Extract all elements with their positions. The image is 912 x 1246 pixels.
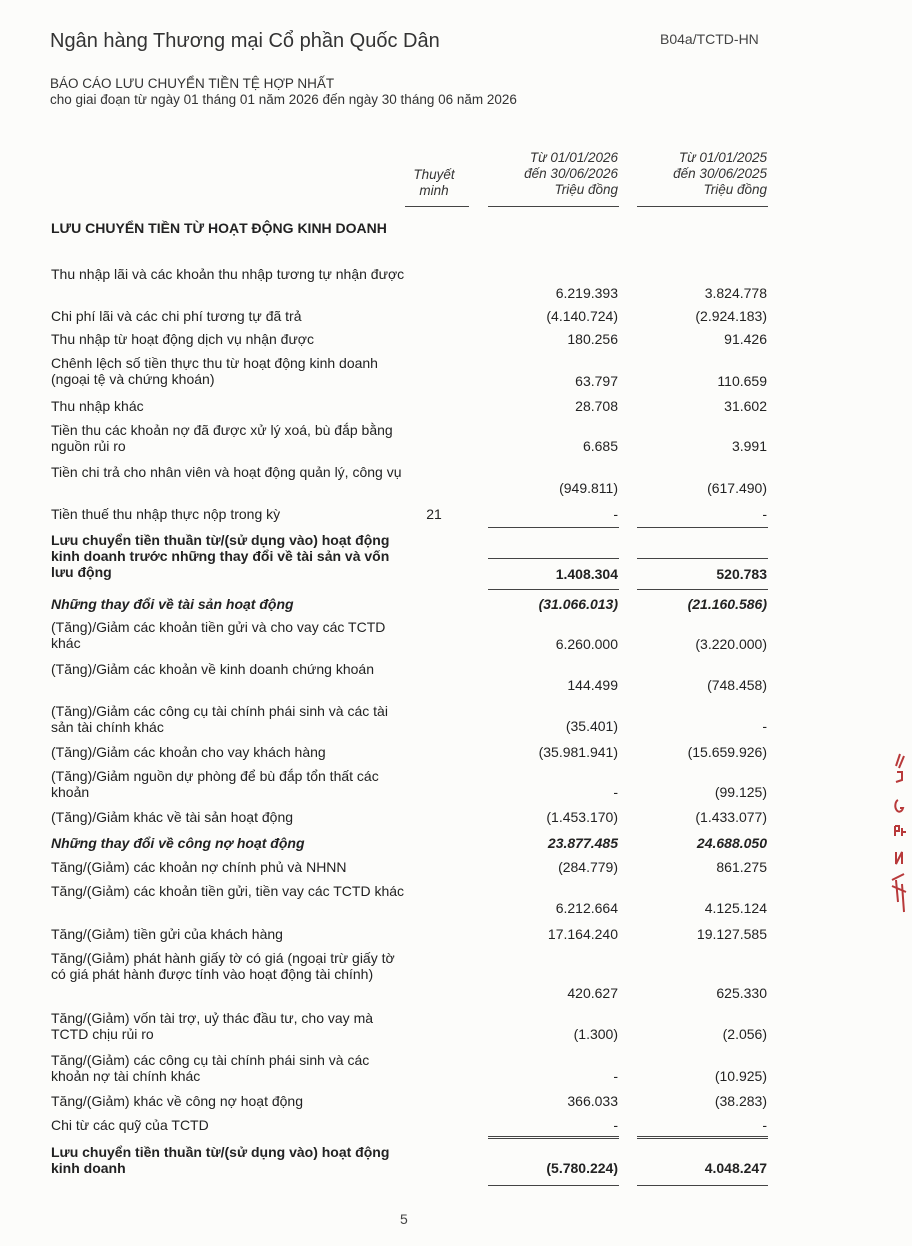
value-2026: 28.708 [575, 398, 618, 414]
col2025-line1: Từ 01/01/2025 [678, 150, 767, 165]
value-2025: 24.688.050 [696, 835, 767, 851]
value-2025: 91.426 [724, 331, 767, 347]
total-underline-2026 [488, 1138, 619, 1139]
table-row [0, 835, 912, 851]
row-label: Thu nhập lãi và các khoản thu nhập tương tự nhận được [51, 266, 405, 282]
row-label: Những thay đổi về công nợ hoạt động [51, 835, 305, 851]
row-label: Lưu chuyển tiền thuần từ/(sử dụng vào) hoạt động kinh doanh [51, 1144, 390, 1176]
value-2026: - [613, 1117, 618, 1133]
value-2025: (3.220.000) [695, 636, 767, 652]
value-2025: (2.924.183) [695, 308, 767, 324]
total-underline-2025 [637, 527, 768, 528]
subtotal-overline-2025 [637, 558, 768, 559]
table-row [0, 532, 912, 584]
row-note: 21 [426, 506, 442, 522]
total-overline-2025 [637, 1136, 768, 1137]
value-2025: (748.458) [707, 677, 767, 693]
row-label: Những thay đổi về tài sản hoạt động [51, 596, 294, 612]
value-2026: - [613, 1068, 618, 1084]
table-row [0, 926, 912, 942]
table-row [0, 266, 912, 302]
col2025-header-underline [637, 206, 768, 207]
value-2026: 6.212.664 [555, 900, 618, 916]
value-2025: 625.330 [716, 985, 767, 1001]
total-underline-2025 [637, 1185, 768, 1186]
row-label: Lưu chuyển tiền thuần từ/(sử dụng vào) hoạt động kinh doanh trước những thay đổi về tài sản và vốn lưu động [51, 532, 390, 580]
table-row [0, 1144, 912, 1180]
row-label: Tiền thuế thu nhập thực nộp trong kỳ [51, 506, 281, 522]
page-number: 5 [400, 1211, 408, 1227]
bank-name: Ngân hàng Thương mại Cổ phần Quốc Dân [50, 30, 440, 52]
column-header-note [405, 167, 463, 199]
value-2026: 144.499 [567, 677, 618, 693]
table-row [0, 1052, 912, 1088]
value-2026: 366.033 [567, 1093, 618, 1109]
table-row [0, 744, 912, 760]
value-2025: 520.783 [716, 566, 767, 582]
note-header-line1: Thuyết [413, 167, 455, 182]
row-label: Thu nhập khác [51, 398, 144, 414]
value-2025: - [762, 1117, 767, 1133]
total-underline-2026 [488, 527, 619, 528]
value-2025: (38.283) [714, 1093, 767, 1109]
table-row [0, 809, 912, 825]
row-label: Tiền thu các khoản nợ đã được xử lý xoá, bù đắp bằng nguồn rủi ro [51, 422, 393, 454]
value-2025: 3.991 [731, 438, 767, 454]
value-2026: - [613, 784, 618, 800]
value-2025: - [762, 718, 767, 734]
row-label: (Tăng)/Giảm các khoản về kinh doanh chứng khoán [51, 661, 375, 677]
total-underline-2026 [488, 1185, 619, 1186]
value-2025: 19.127.585 [696, 926, 767, 942]
value-2025: (2.056) [722, 1026, 767, 1042]
value-2026: 6.685 [582, 438, 618, 454]
table-row [0, 619, 912, 655]
value-2026: 23.877.485 [547, 835, 618, 851]
value-2026: 1.408.304 [555, 566, 618, 582]
report-period: cho giai đoạn từ ngày 01 tháng 01 năm 2026 đến ngày 30 tháng 06 năm 2026 [50, 92, 517, 107]
row-label: Tăng/(Giảm) tiền gửi của khách hàng [51, 926, 283, 942]
note-header-line2: minh [419, 183, 449, 198]
row-label: (Tăng)/Giảm các công cụ tài chính phái sinh và các tài sản tài chính khác [51, 703, 388, 735]
table-row [0, 308, 912, 324]
value-2026: - [613, 506, 618, 522]
col2026-line1: Từ 01/01/2026 [529, 150, 618, 165]
value-2026: (35.981.941) [538, 744, 618, 760]
total-underline-2026 [488, 589, 619, 590]
row-label: (Tăng)/Giảm nguồn dự phòng để bù đắp tổn thất các khoản [51, 768, 379, 800]
value-2026: 180.256 [567, 331, 618, 347]
row-label: Chênh lệch số tiền thực thu từ hoạt động kinh doanh (ngoại tệ và chứng khoán) [51, 355, 378, 387]
row-label: (Tăng)/Giảm các khoản tiền gửi và cho vay các TCTD khác [51, 619, 386, 651]
row-label: Tăng/(Giảm) các công cụ tài chính phái sinh và các khoản nợ tài chính khác [51, 1052, 370, 1084]
table-row [0, 331, 912, 347]
table-row [0, 1093, 912, 1109]
row-label: Tăng/(Giảm) các khoản nợ chính phủ và NHNN [51, 859, 347, 875]
table-row [0, 464, 912, 500]
value-2025: - [762, 506, 767, 522]
row-label: Thu nhập từ hoạt động dịch vụ nhận được [51, 331, 314, 347]
col2026-line2: đến 30/06/2026 [524, 166, 618, 181]
value-2026: (4.140.724) [546, 308, 618, 324]
table-row [0, 596, 912, 612]
note-header-underline [405, 206, 469, 207]
col2026-header-underline [488, 206, 619, 207]
total-overline-2026 [488, 1136, 619, 1137]
value-2025: 3.824.778 [704, 285, 767, 301]
table-row [0, 703, 912, 739]
value-2025: (1.433.077) [695, 809, 767, 825]
table-row [0, 220, 912, 260]
column-header-2026 [488, 150, 618, 198]
value-2026: 17.164.240 [547, 926, 618, 942]
row-label: Tăng/(Giảm) các khoản tiền gửi, tiền vay các TCTD khác [51, 883, 405, 899]
value-2026: (5.780.224) [546, 1160, 618, 1176]
table-row [0, 506, 912, 522]
table-row [0, 768, 912, 804]
value-2026: (949.811) [559, 480, 618, 496]
value-2025: 110.659 [717, 373, 767, 389]
column-header-2025 [637, 150, 767, 198]
value-2025: (617.490) [707, 480, 767, 496]
value-2026: (35.401) [565, 718, 618, 734]
value-2026: (31.066.013) [538, 596, 618, 612]
value-2026: (284.779) [558, 859, 618, 875]
report-title: BÁO CÁO LƯU CHUYỂN TIỀN TỆ HỢP NHẤT [50, 76, 335, 91]
value-2025: 861.275 [716, 859, 767, 875]
table-row [0, 950, 912, 1002]
value-2026: 6.219.393 [555, 285, 618, 301]
stamp-fragment [884, 752, 912, 922]
table-row [0, 859, 912, 875]
value-2025: (15.659.926) [687, 744, 767, 760]
table-row [0, 661, 912, 697]
col2025-unit: Triệu đồng [703, 182, 767, 197]
total-underline-2025 [637, 1138, 768, 1139]
row-label: Tiền chi trả cho nhân viên và hoạt động quản lý, công vụ [51, 464, 402, 480]
row-label: LƯU CHUYỂN TIỀN TỪ HOẠT ĐỘNG KINH DOANH [51, 220, 387, 236]
table-row [0, 422, 912, 458]
value-2025: (21.160.586) [687, 596, 767, 612]
row-label: Tăng/(Giảm) khác về công nợ hoạt động [51, 1093, 303, 1109]
table-row [0, 1117, 912, 1133]
value-2026: 420.627 [567, 985, 618, 1001]
row-label: Chi phí lãi và các chi phí tương tự đã trả [51, 308, 302, 324]
col2025-line2: đến 30/06/2025 [673, 166, 767, 181]
total-underline-2025 [637, 589, 768, 590]
value-2026: 63.797 [575, 373, 618, 389]
value-2025: 31.602 [724, 398, 767, 414]
value-2026: 6.260.000 [555, 636, 618, 652]
value-2025: (10.925) [714, 1068, 767, 1084]
row-label: Tăng/(Giảm) vốn tài trợ, uỷ thác đầu tư, cho vay mà TCTD chịu rủi ro [51, 1010, 374, 1042]
row-label: Tăng/(Giảm) phát hành giấy tờ có giá (ngoại trừ giấy tờ có giá phát hành được tính vào hoạt động tài chính) [51, 950, 395, 982]
value-2025: (99.125) [714, 784, 767, 800]
value-2025: 4.125.124 [704, 900, 767, 916]
row-label: (Tăng)/Giảm các khoản cho vay khách hàng [51, 744, 326, 760]
table-row [0, 398, 912, 414]
value-2026: (1.300) [573, 1026, 618, 1042]
row-label: (Tăng)/Giảm khác về tài sản hoạt động [51, 809, 294, 825]
value-2025: 4.048.247 [704, 1160, 767, 1176]
subtotal-overline-2026 [488, 558, 619, 559]
value-2026: (1.453.170) [546, 809, 618, 825]
table-row [0, 883, 912, 919]
table-row [0, 1010, 912, 1046]
row-label: Chi từ các quỹ của TCTD [51, 1117, 209, 1133]
col2026-unit: Triệu đồng [554, 182, 618, 197]
table-row [0, 355, 912, 391]
form-code: B04a/TCTD-HN [660, 31, 759, 47]
